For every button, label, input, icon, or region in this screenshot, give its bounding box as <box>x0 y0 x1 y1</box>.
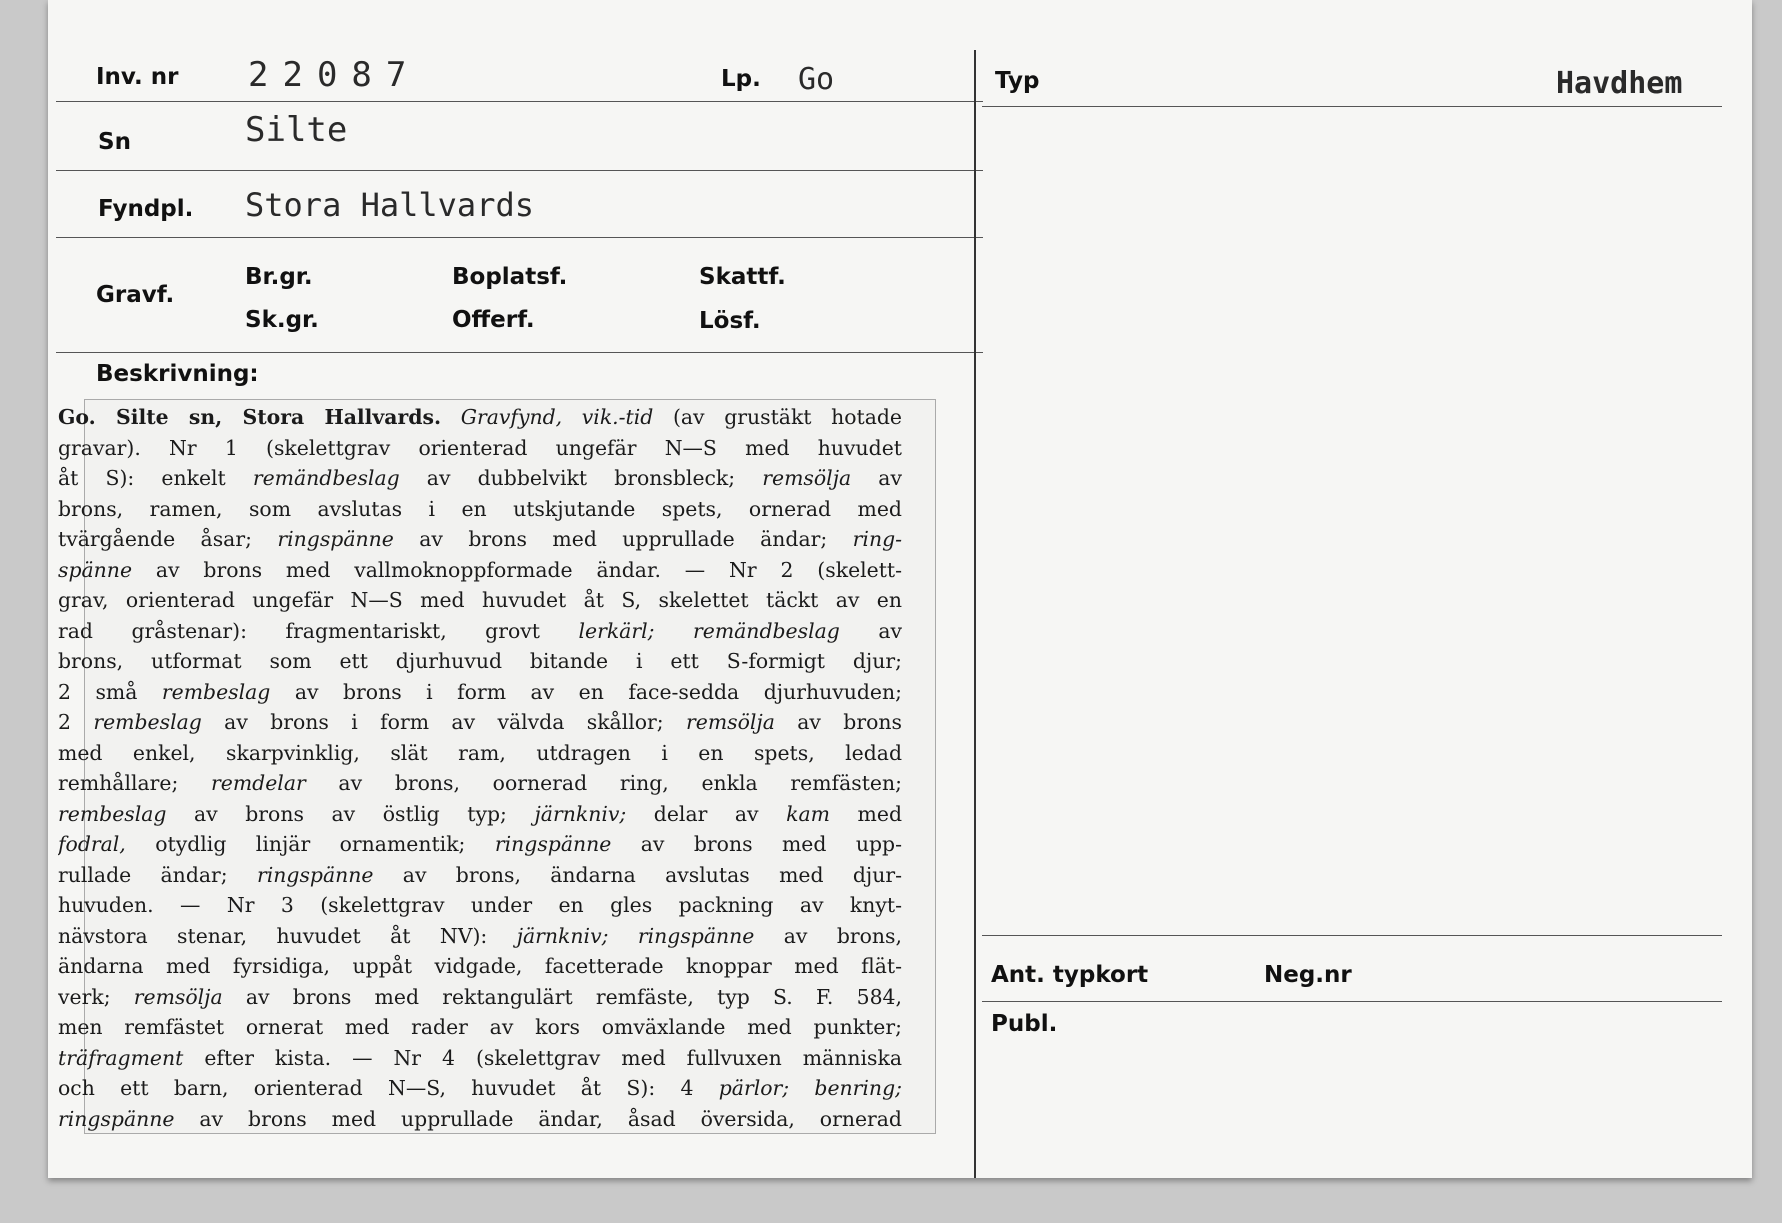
description-line <box>58 1073 902 1104</box>
description-segment <box>654 619 693 643</box>
description-segment: 2 små <box>58 679 162 704</box>
description-line <box>58 982 902 1013</box>
fyndpl-label: Fyndpl. <box>98 196 194 222</box>
description-segment: rembeslag <box>93 710 202 734</box>
description-segment: av <box>851 466 902 490</box>
typ-label: Typ <box>995 68 1040 94</box>
lp-value: Go <box>798 62 835 97</box>
description-segment: spänne <box>58 557 133 582</box>
column-divider <box>974 50 976 1178</box>
sn-label: Sn <box>98 129 131 155</box>
description-line <box>58 616 902 647</box>
description-segment: delar av <box>626 801 787 826</box>
description-segment: av brons med upprullade ändar, åsad översida, ornerad <box>174 1106 902 1131</box>
description-segment: rembeslag <box>58 801 167 826</box>
rule-typ <box>982 106 1722 107</box>
description-segment: av brons <box>774 710 902 734</box>
description-line <box>58 1043 902 1074</box>
description-segment: huvuden. — Nr 3 (skelettgrav under en gles packning av knyt- <box>58 893 902 917</box>
description-segment: verk; <box>58 984 134 1009</box>
description-segment: nävstora stenar, huvudet åt NV): <box>58 923 517 948</box>
description-segment: fodral, <box>58 832 126 856</box>
beskrivning-label: Beskrivning: <box>96 361 259 387</box>
description-segment: remändbeslag <box>252 466 400 490</box>
description-segment: otydlig linjär ornamentik; <box>125 832 495 856</box>
ant-typkort-label: Ant. typkort <box>991 962 1149 988</box>
rule-gravf <box>56 352 983 353</box>
description-line <box>58 921 902 952</box>
description-segment: åt S): enkelt <box>58 466 253 490</box>
description-line <box>58 799 902 830</box>
description-segment: rullade ändar; <box>58 862 257 887</box>
description-line <box>58 677 902 708</box>
description-line <box>58 494 902 525</box>
description-line <box>58 738 902 769</box>
rule-ant-bottom <box>982 1001 1722 1002</box>
description-segment: av brons, oornerad ring, enkla remfästen; <box>305 771 902 795</box>
description-line <box>58 646 902 677</box>
description-segment: med enkel, skarpvinklig, slät ram, utdragen i en spets, ledad <box>58 740 902 765</box>
description-segment: brons, utformat som ett djurhuvud bitande i ett S-formigt djur; <box>58 649 902 673</box>
description-line <box>58 433 902 464</box>
rule-fyndpl <box>56 237 983 238</box>
description-line <box>58 768 902 799</box>
description-segment: efter kista. — Nr 4 (skelettgrav med fullvuxen människa <box>183 1045 902 1070</box>
description-segment: remsölja <box>686 710 775 734</box>
neg-nr-label: Neg.nr <box>1264 962 1352 988</box>
description-segment: ringspänne <box>58 1106 175 1131</box>
description-text <box>58 402 902 1134</box>
description-segment: av dubbelvikt bronsbleck; <box>399 466 763 490</box>
description-segment: 2 <box>58 710 94 734</box>
description-segment: remsölja <box>133 984 223 1009</box>
description-segment: pärlor; benring; <box>718 1076 902 1100</box>
description-segment: rembeslag <box>161 679 271 704</box>
description-line <box>58 402 902 433</box>
description-segment: lerkärl; <box>578 618 655 643</box>
description-line <box>58 707 902 738</box>
description-line <box>58 829 902 860</box>
description-segment: men remfästet ornerat med rader av kors omväxlande med punkter; <box>58 1015 902 1039</box>
publ-label: Publ. <box>991 1011 1058 1037</box>
description-segment: av brons, <box>754 923 902 948</box>
description-segment: Gravfynd, vik.-tid <box>460 405 654 429</box>
description-line <box>58 1104 902 1135</box>
description-segment: med <box>830 801 902 826</box>
losf-label: Lösf. <box>699 308 761 334</box>
description-segment: järnkniv; <box>534 801 627 826</box>
description-segment: av <box>839 618 902 643</box>
description-line <box>58 585 902 616</box>
description-segment: av brons i form av välvda skållor; <box>201 710 687 734</box>
inv-nr-label: Inv. nr <box>96 64 179 90</box>
typ-value: Havdhem <box>1556 66 1683 101</box>
description-segment: träfragment <box>58 1045 184 1070</box>
description-segment: rad gråstenar): fragmentariskt, grovt <box>58 618 579 643</box>
description-segment: remsölja <box>762 466 852 490</box>
description-line <box>58 951 902 982</box>
description-segment: remhållare; <box>58 771 212 795</box>
description-segment: grav, orienterad ungefär N—S med huvudet åt S, skelettet täckt av en <box>58 588 902 612</box>
skgr-label: Sk.gr. <box>245 307 319 333</box>
description-segment: remdelar <box>211 771 306 795</box>
gravf-label: Gravf. <box>96 282 175 308</box>
description-segment: brons, ramen, som avslutas i en utskjutande spets, ornerad med <box>58 496 902 521</box>
description-segment: av brons, ändarna avslutas med djur- <box>373 862 902 887</box>
inv-nr-value: 22087 <box>248 55 421 95</box>
boplatsf-label: Boplatsf. <box>452 264 568 290</box>
description-segment: (av grustäkt hotade <box>653 405 902 429</box>
description-segment: ringspänne <box>277 527 394 551</box>
description-line <box>58 524 902 555</box>
description-line <box>58 890 902 921</box>
description-segment: tvärgående åsar; <box>58 527 278 551</box>
description-segment: av brons med rektangulärt remfäste, typ S. F. 584, <box>222 984 902 1009</box>
description-segment: järnkniv; ringspänne <box>516 923 755 948</box>
description-segment: av brons av östlig typ; <box>166 801 535 826</box>
rule-ant-top <box>982 935 1722 936</box>
sn-value: Silte <box>245 110 348 150</box>
description-segment: ringspänne <box>494 832 612 856</box>
description-segment: och ett barn, orienterad N—S, huvudet åt S): 4 <box>58 1076 719 1100</box>
brgr-label: Br.gr. <box>245 264 313 290</box>
description-segment: av brons med upprullade ändar; <box>393 527 853 551</box>
description-line <box>58 1012 902 1043</box>
rule-sn <box>56 170 983 171</box>
description-segment: remändbeslag <box>693 618 840 643</box>
description-line <box>58 463 902 494</box>
description-segment: av brons i form av en face-sedda djurhuvuden; <box>270 679 902 704</box>
description-segment: ändarna med fyrsidiga, uppåt vidgade, facetterade knoppar med flät- <box>58 954 902 978</box>
description-segment: Go. Silte sn, Stora Hallvards. <box>58 405 442 429</box>
rule-inv <box>56 101 983 102</box>
description-segment <box>441 405 461 429</box>
description-line <box>58 555 902 586</box>
description-line <box>58 860 902 891</box>
description-segment: gravar). Nr 1 (skelettgrav orienterad ungefär N—S med huvudet <box>58 435 902 460</box>
description-segment: ringspänne <box>256 862 374 887</box>
description-segment: ring- <box>852 527 902 551</box>
offerf-label: Offerf. <box>452 307 535 333</box>
description-segment: av brons med vallmoknoppformade ändar. — Nr 2 (skelett- <box>132 557 902 582</box>
description-segment: av brons med upp- <box>611 832 902 856</box>
fyndpl-value: Stora Hallvards <box>245 186 534 224</box>
description-segment: kam <box>786 801 830 826</box>
skattf-label: Skattf. <box>699 264 786 290</box>
lp-label: Lp. <box>721 66 761 92</box>
